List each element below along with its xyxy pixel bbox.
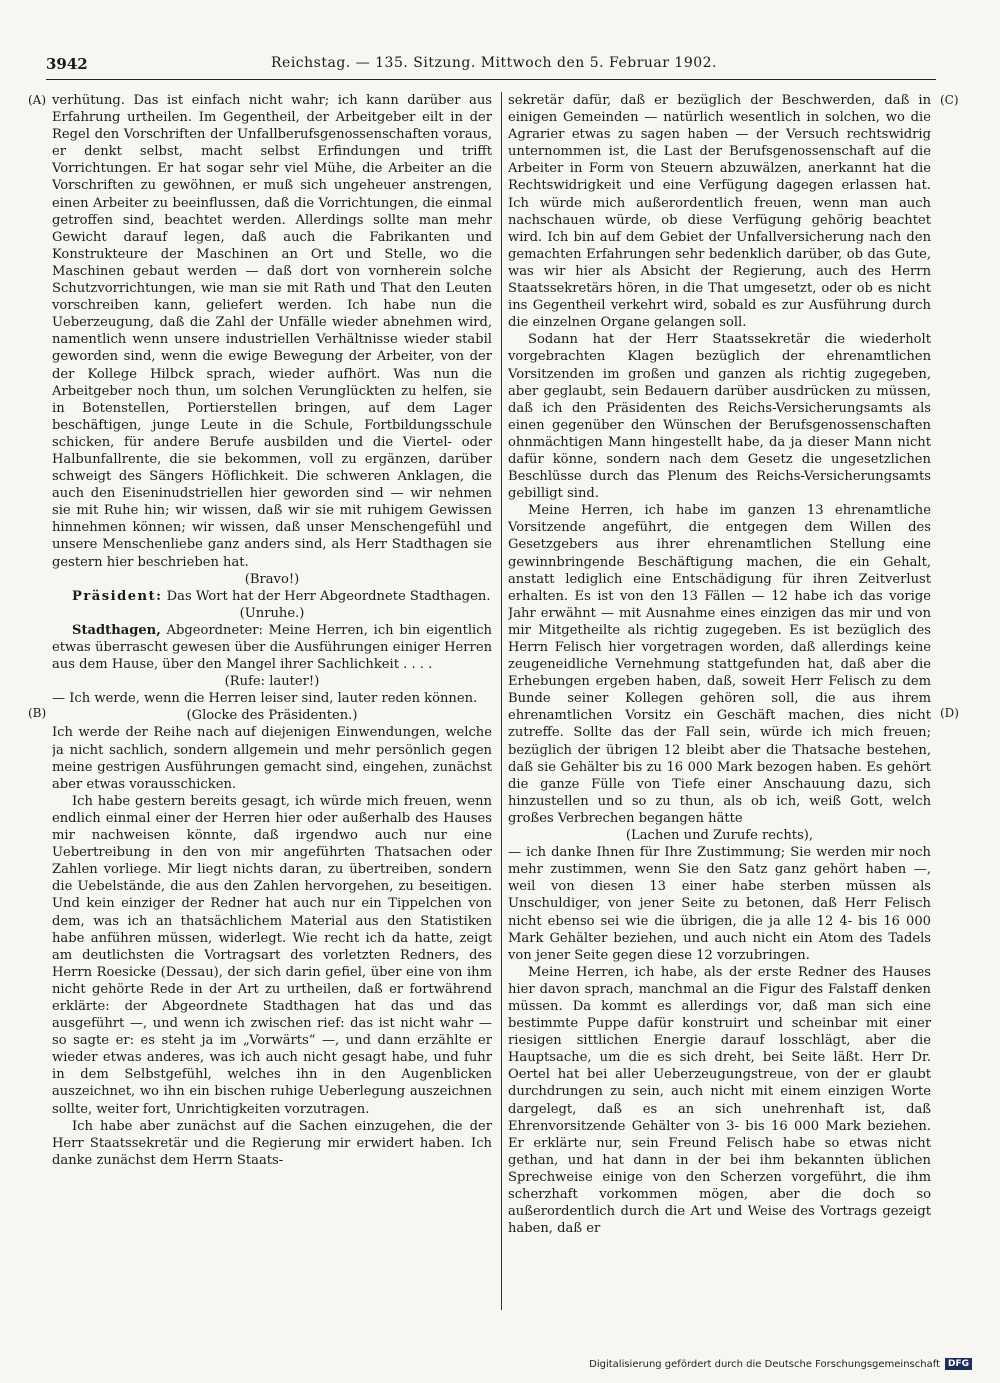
paragraph: verhütung. Das ist einfach nicht wahr; ich kann darüber aus Erfahrung urtheilen. Im Gegentheil, der Arbeitgeber eilt in der Regel den Vorschriften der Unfallberufsgenossenschaften voraus, er denkt selbst, macht selbst Erfindungen und trifft Vorrichtungen. Er hat sogar sehr viel Mühe, die Arbeiter an die Vorschriften zu gewöhnen, er muß sich ungeheuer anstrengen, einen Arbeiter zu beeinflussen, daß die Vorrichtungen, die einmal getroffen sind, beachtet werden. Allerdings sollte man mehr Gewicht darauf legen, daß auch die Fabrikanten und Konstrukteure der Maschinen an Ort und Stelle, wo die Maschinen gebaut werden — daß dort von vornherein solche Schutzvorrichtungen, wie man sie mit Rath und That den Leuten vorschreiben kann, geliefert werden. Ich habe nun die Ueberzeugung, daß die Zahl der Unfälle wieder abnehmen wird, namentlich wenn unsere industriellen Verhältnisse wieder stabil geworden sind, wenn die ewige Bewegung der Arbeiter, von der der Kollege Hilbck sprach, wieder aufhört. Was nun die Arbeitgeber noch thun, um solchen Verunglückten zu helfen, sie in Botenstellen, Portierstellen bringen, auf dem Lager beschäftigen, junge Leute in die Schule, Fortbildungsschule schicken, für andere Berufe ausbilden und die Viertel- oder Halbunfallrente, die sie bekommen, voll zu ergänzen, darüber schweigt des Sängers Höflichkeit. Die schweren Anklagen, die auch den Eiseninudstriellen hier geworden sind — wir nehmen sie mit Ruhe hin; wir wissen, daß wir sie mit ruhigem Gewissen hinnehmen können; wir wissen, daß unser Menschengefühl und unsere Menschenliebe ganz anders sind, als Herr Stadthagen sie gestern hier beschrieben hat. (52, 93, 492, 570)
speaker-label: Stadthagen, (72, 622, 161, 638)
right-column (508, 92, 931, 1310)
paragraph: — ich danke Ihnen für Ihre Zustimmung; Sie werden mir noch mehr zustimmen, wenn Sie den Satz ganz gehört haben —, weil von diesen 13 einer habe sterben müssen als Unschuldiger, von jener Seite zu betonen, daß Herr Felisch nicht ebenso sei wie die übrigen, die ja alle 12 4- bis 16 000 Mark Gehälter beziehen, und auch nicht ein Atom des Tadels von jener Seite gegen diese 12 vorzubringen. (508, 845, 931, 963)
statement-text: Abgeordneter: Meine Herren, ich bin eigentlich etwas überrascht gewesen über die Ausführungen einiger Herren aus dem Hause, über den Mangel ihrer Sachlichkeit . . . . (52, 622, 492, 673)
footer (589, 1358, 972, 1370)
page-header (46, 55, 936, 80)
stage-direction: (Unruhe.) (239, 605, 305, 621)
paragraph: sekretär dafür, daß er bezüglich der Beschwerden, daß in einigen Gemeinden — natürlich wesentlich in solchen, wo die Agrarier etwas zu sagen haben — der Versuch rechtswidrig unternommen ist, die Last der Berufsgenossenschaft auf die Arbeiter in Form von Steuern abzuwälzen, anerkannt hat die Rechtswidrigkeit und eine Verfügung dagegen erlassen hat. Ich würde mich außerordentlich freuen, wenn man auch nachschauen würde, ob diese Verfügung gehörig beachtet wird. Ich bin auf dem Gebiet der Unfallversicherung nach den gemachten Erfahrungen sehr bedenklich darüber, ob das Gute, was wir hier als Absicht der Regierung, auch des Herrn Staatssekretärs hören, in die That umgesetzt, oder ob es nicht ins Gegentheil verkehrt wird, sobald es zur Ausführung durch die einzelnen Organe gelangen soll. (508, 93, 931, 331)
margin-marker-c: (C) (940, 93, 959, 107)
footer-text: Digitalisierung gefördert durch die Deutsche Forschungsgemeinschaft (589, 1358, 940, 1370)
column-divider (501, 92, 502, 1310)
left-column (52, 92, 492, 1310)
paragraph: Ich werde der Reihe nach auf diejenigen Einwendungen, welche ja nicht sachlich, sondern allgemein und mehr persönlich gegen meine gestrigen Ausführungen gemacht sind, eingehen, zunächst aber etwas vorausschicken. (52, 725, 492, 792)
paragraph: Ich habe gestern bereits gesagt, ich würde mich freuen, wenn endlich einmal einer der Herren hier oder außerhalb des Hauses mir nachweisen könnte, daß irgendwo auch nur eine Uebertreibung in den von mir angeführten Thatsachen oder Zahlen vorliege. Mir liegt nichts daran, zu übertreiben, sondern die Uebelstände, die aus den Zahlen hervorgehen, zu beseitigen. Und kein einziger der Redner hat auch nur ein Tippelchen von dem, was ich an thatsächlichem Material aus den Statistiken habe anführen müssen, widerlegt. Wie recht ich da hatte, zeigt am deutlichsten die Vortragsart des vorletzten Redners, des Herrn Roesicke (Dessau), der sich darin gefiel, über eine von ihm nicht gehörte Rede in der Art zu urtheilen, daß er fortwährend erklärte: der Abgeordnete Stadthagen hat das und das ausgeführt —, und wenn ich zwischen rief: das ist nicht wahr — so sagte er: es steht ja im „Vorwärts“ —, und dann erzählte er wieder etwas anderes, was ich auch nicht gesagt habe, und fuhr in dem Selbstgefühl, welches ihn in den Augenblicken auszeichnet, wo ihn ein bischen ruhige Ueberlegung auszeichnen sollte, weiter fort, Unrichtigkeiten vorzutragen. (52, 793, 492, 1117)
paragraph: Meine Herren, ich habe, als der erste Redner des Hauses hier davon sprach, manchmal an die Figur des Falstaff denken müssen. Da kommt es allerdings vor, daß man sich eine bestimmte Puppe dafür konstruirt und scheinbar mit einer riesigen sittlichen Energie darauf losschlägt, aber die Hauptsache, um die es sich dreht, bei Seite läßt. Herr Dr. Oertel hat bei aller Ueberzeugungstreue, von der er glaubt durchdrungen zu sein, auch nicht mit einem einzigen Worte dargelegt, daß es an sich unehrenhaft ist, daß Ehrenvorsitzende Gehälter von 3- bis 16 000 Mark beziehen. Er erklärte nur, sein Freund Felisch habe so etwas nicht gethan, und hat dann in der bei ihm bekannten üblichen Sprechweise einige von den Scherzen vorgeführt, die ihm scherzhaft vorkommen mögen, aber die doch so außerordentlich durch die Art und Weise des Vortrags gezeigt haben, daß er (508, 964, 931, 1237)
paragraph: Ich habe aber zunächst auf die Sachen einzugehen, die der Herr Staatssekretär und die Regierung mir erwidert haben. Ich danke zunächst dem Herrn Staats- (52, 1118, 492, 1168)
speaker-label: Präsident: (72, 588, 163, 604)
president-statement (52, 588, 492, 605)
paragraph: — Ich werde, wenn die Herren leiser sind, lauter reden können. (52, 691, 478, 707)
stage-direction: (Bravo!) (244, 571, 300, 587)
stage-direction: (Rufe: lauter!) (224, 674, 320, 690)
margin-marker-a: (A) (28, 93, 47, 107)
paragraph: Meine Herren, ich habe im ganzen 13 ehrenamtliche Vorsitzende angeführt, die entgegen dem Willen des Gesetzgebers aus ihrer ehrenamtlichen Stellung eine gewinnbringende Beschäftigung machen, die ein Gehalt, anstatt lediglich eine Entschädigung für ihren Zeitverlust erhalten. Es ist von den 13 Fällen — 12 habe ich das vorige Jahr erwähnt — mit Ausnahme eines einzigen das mir und von mir Mitgetheilte als richtig zugegeben. Es ist bezüglich des Herrn Felisch hier vorgetragen worden, daß allerdings keine zeugeneidliche Vernehmung stattgefunden hat, daß aber die Erhebungen ergeben haben, daß, soweit Herr Felisch zu dem Bunde seiner Kollegen gehören soll, die aus ihrem ehrenamtlichen Vorsitz ein Geschäft machen, dies nicht zutreffe. Sollte das der Fall sein, würde ich mich freuen; bezüglich der übrigen 12 bleibt aber die Thatsache bestehen, daß sie Gehälter bis zu 16 000 Mark bezogen haben. Es gehört die ganze Fülle von Tiefe einer Anschauung dazu, sich hinzustellen und so zu thun, als ob ich, weiß Gott, welch großes Verbrechen begangen hätte (508, 503, 931, 826)
statement-text: Das Wort hat der Herr Abgeordnete Stadthagen. (166, 588, 491, 604)
stage-direction: (Lachen und Zurufe rechts), (625, 828, 814, 844)
paragraph: Sodann hat der Herr Staatssekretär die wiederholt vorgebrachten Klagen bezüglich der ehrenamtlichen Vorsitzenden im großen und ganzen als richtig zugegeben, aber geglaubt, sein Bedauern darüber ausdrücken zu müssen, daß ich den Präsidenten des Reichs-Versicherungsamts als einen gegenüber den Wünschen der Berufsgenossenschaften ohnmächtigen Mann hingestellt habe, da ja dieser Mann nicht dafür könne, sondern nach dem Gesetz die ungesetzlichen Beschlüsse durch das Plenum des Reichs-Versicherungsamts gebilligt sind. (508, 332, 931, 502)
running-head: Reichstag. — 135. Sitzung. Mittwoch den 5. Februar 1902. (271, 55, 717, 71)
dfg-logo-icon: DFG (945, 1358, 972, 1370)
margin-marker-b: (B) (28, 706, 47, 720)
speaker-statement (52, 622, 492, 673)
stage-direction: (Glocke des Präsidenten.) (186, 708, 358, 724)
page-number: 3942 (46, 55, 88, 73)
margin-marker-d: (D) (940, 706, 959, 720)
